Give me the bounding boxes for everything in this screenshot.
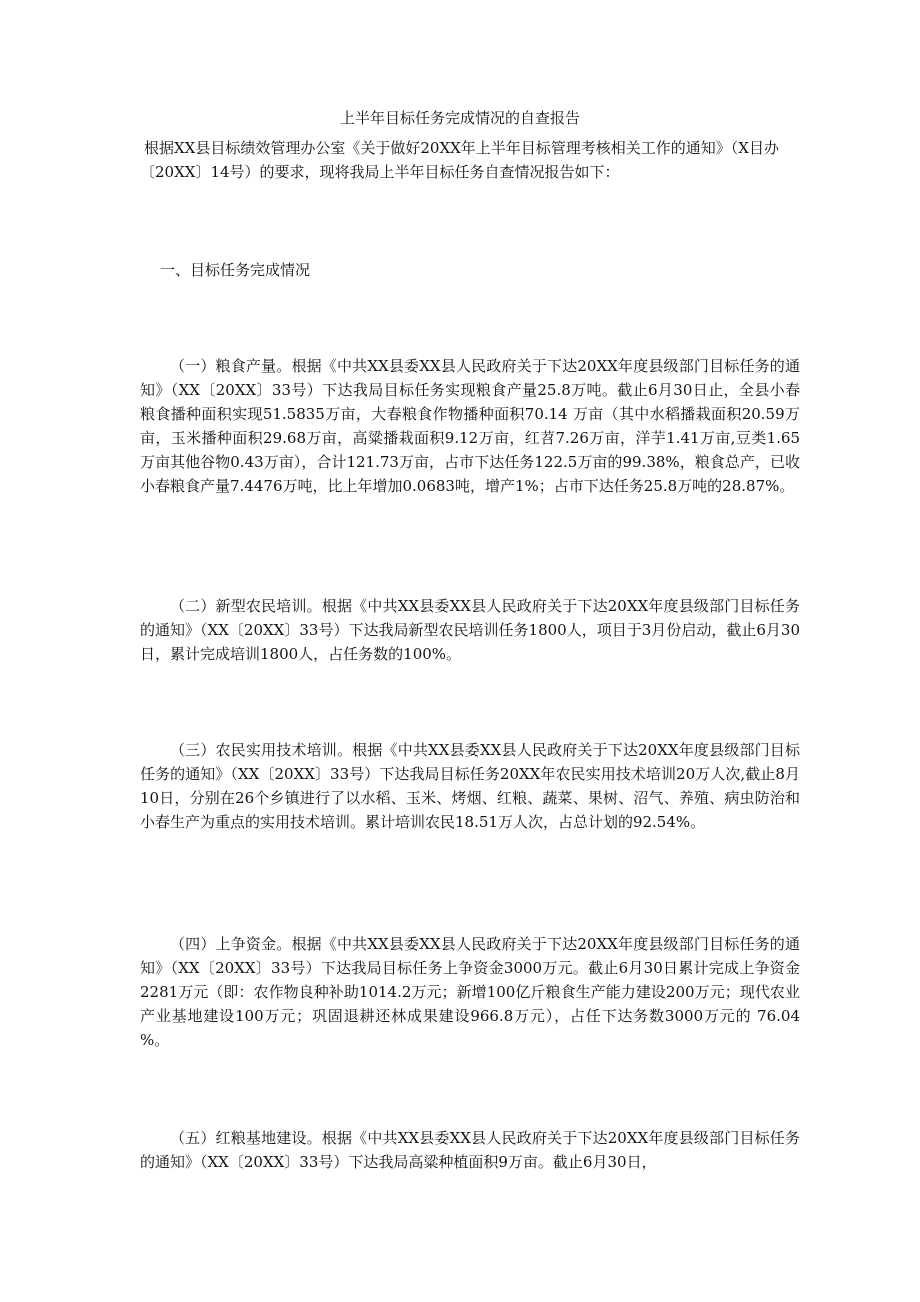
paragraph-funding: （四）上争资金。根据《中共XX县委XX县人民政府关于下达20XX年度县级部门目标任务的通知》（XX〔20XX〕33号）下达我局目标任务上争资金3000万元。截止6月30日累计完成上争资金2281万元（即：农作物良种补助1014.2万元；新增100亿斤粮食生产能力建设200万元；现代农业产业基地建设100万元；巩固退耕还林成果建设966.8万元），占任下达务数3000万元的 76.04 %。 [140,935,800,1049]
paragraph-new-farmer-training: （二）新型农民培训。根据《中共XX县委XX县人民政府关于下达20XX年度县级部门目标任务的通知》（XX〔20XX〕33号）下达我局新型农民培训任务1800人，项目于3月份启动，截止6月30日，累计完成培训1800人，占任务数的100%。 [140,597,800,663]
paragraph-practical-tech-training: （三）农民实用技术培训。根据《中共XX县委XX县人民政府关于下达20XX年度县级部门目标任务的通知》（XX〔20XX〕33号）下达我局目标任务20XX年农民实用技术培训20万人次,截止8月10日，分别在26个乡镇进行了以水稻、玉米、烤烟、红粮、蔬菜、果树、沼气、养殖、病虫防治和小春生产为重点的实用技术培训。累计培训农民18.51万人次，占总计划的92.54%。 [140,741,800,831]
document-title: 上半年目标任务完成情况的自查报告 [339,109,580,127]
paragraph-grain-output: （一）粮食产量。根据《中共XX县委XX县人民政府关于下达20XX年度县级部门目标任务的通知》（XX〔20XX〕33号）下达我局目标任务实现粮食产量25.8万吨。截止6月30日止，全县小春粮食播种面积实现51.5835万亩，大春粮食作物播种面积70.14 万亩（其中水稻播栽面积20.59万亩，玉米播种面积29.68万亩，高粱播栽面积9.12万亩，红苕7.26万亩，洋芋1.41万亩,豆类1.65万亩其他谷物0.43万亩），合计121.73万亩，占市下达任务122.5万亩的99.38%，粮食总产，已收小春粮食产量7.4476万吨，比上年增加0.0683吨，增产1%；占市下达任务25.8万吨的28.87%。 [140,357,800,495]
paragraph-sorghum-base: （五）红粮基地建设。根据《中共XX县委XX县人民政府关于下达20XX年度县级部门目标任务的通知》（XX〔20XX〕33号）下达我局高粱种植面积9万亩。截止6月30日， [140,1129,800,1171]
section-heading: 一、目标任务完成情况 [160,261,311,279]
intro-paragraph: 根据XX县目标绩效管理办公室《关于做好20XX年上半年目标管理考核相关工作的通知》（X目办〔20XX〕14号）的要求，现将我局上半年目标任务自查情况报告如下： [140,139,779,181]
